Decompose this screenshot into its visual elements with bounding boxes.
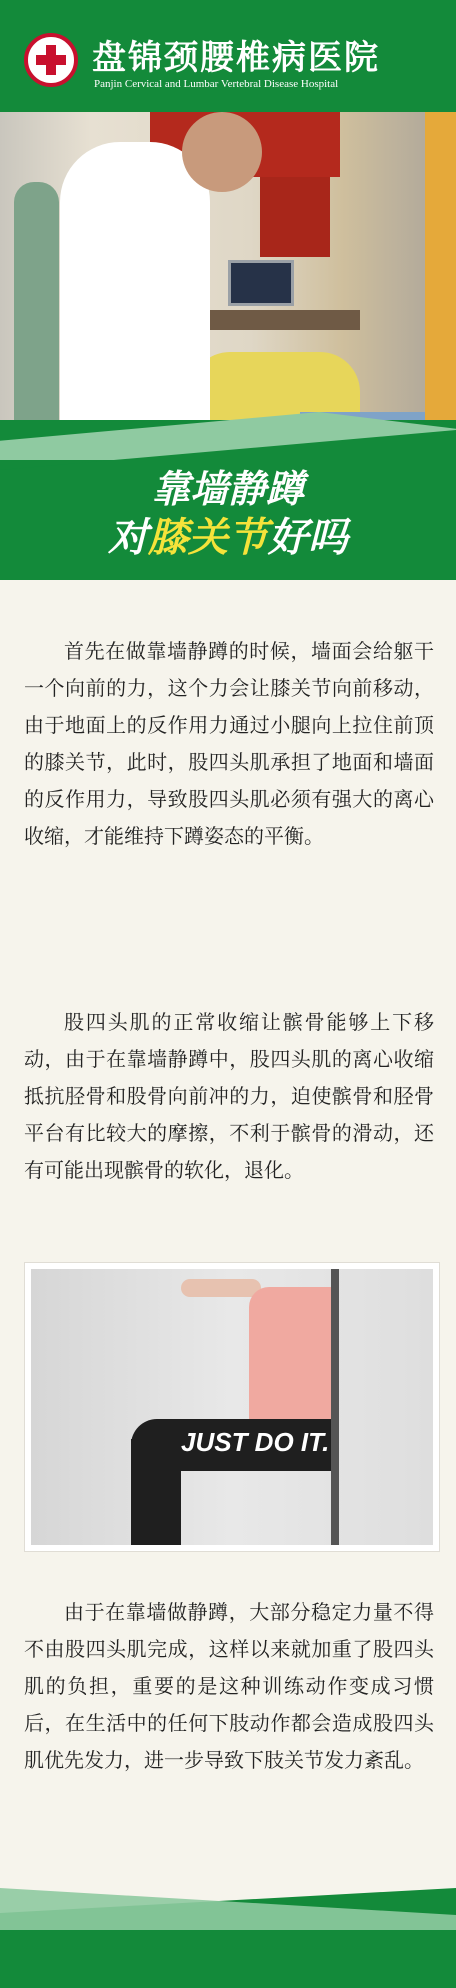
paragraph-3: 由于在靠墙做静蹲，大部分稳定力量不得不由股四头肌完成，这样以来就加重了股四头肌的负担，重要的是这种训练动作变成习惯后，在生活中的任何下肢动作都会造成股四头肌优先发力，进一步导致下肢关节发力紊乱。 xyxy=(24,1600,434,1772)
hospital-cross-logo-icon xyxy=(24,33,78,87)
photo-monitor xyxy=(228,260,294,306)
article-title-line2 xyxy=(0,506,456,563)
photo2-wall xyxy=(331,1269,339,1545)
photo2-pants-text: JUST DO IT. xyxy=(181,1427,330,1457)
photo-desk xyxy=(210,310,360,330)
wall-sit-photo xyxy=(31,1269,433,1545)
photo2-arm xyxy=(181,1279,261,1297)
photo-bystander xyxy=(14,182,59,424)
title-pre: 对 xyxy=(108,514,148,561)
photo2-torso xyxy=(249,1287,331,1437)
photo-doctor xyxy=(60,142,210,424)
title-post: 好吗 xyxy=(268,514,348,561)
footer-base xyxy=(0,1930,456,1988)
photo-red-banner-2 xyxy=(260,177,330,257)
wall-sit-photo-frame xyxy=(24,1262,440,1552)
photo2-shin xyxy=(131,1439,181,1545)
cross-horizontal xyxy=(36,55,66,65)
paragraph-2: 股四头肌的正常收缩让髌骨能够上下移动，由于在靠墙静蹲中，股四头肌的离心收缩抵抗胫骨和股骨向前冲的力，迫使髌骨和胫骨平台有比较大的摩擦，不利于髌骨的滑动，还有可能出现髌骨的软化，退化。 xyxy=(24,1010,434,1182)
article-title-line1: 靠墙静蹲 xyxy=(151,466,304,511)
hospital-name-en: Panjin Cervical and Lumbar Vertebral Disease Hospital xyxy=(94,78,339,90)
title-highlight: 膝关节 xyxy=(148,514,268,561)
header-bar xyxy=(0,0,456,112)
photo-doctor-head xyxy=(182,112,262,192)
paragraph-1: 首先在做靠墙静蹲的时候，墙面会给躯干一个向前的力，这个力会让膝关节向前移动，由于地面上的反作用力通过小腿向上拉住前顶的膝关节，此时，股四头肌承担了地面和墙面的反作用力，导致股四头肌必须有强大的离心收缩，才能维持下蹲姿态的平衡。 xyxy=(24,639,434,848)
hospital-name-cn: 盘锦颈腰椎病医院 xyxy=(92,38,380,78)
clinic-photo xyxy=(0,112,456,424)
photo-curtain xyxy=(425,112,456,424)
